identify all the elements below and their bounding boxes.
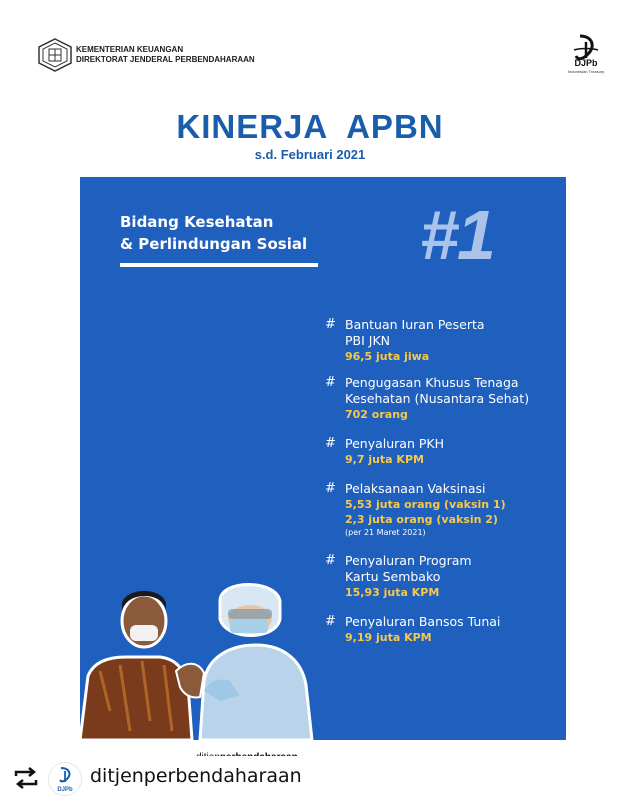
item-value: 9,7 juta KPM xyxy=(345,453,424,466)
list-item xyxy=(325,553,560,600)
item-label: Penyaluran Program xyxy=(345,553,472,568)
item-label: Penyaluran PKH xyxy=(345,436,444,451)
item-value: 96,5 juta jiwa xyxy=(345,350,430,363)
djpb-logo-text: DJPb xyxy=(574,58,598,68)
header xyxy=(0,0,640,100)
item-value: 9,19 juta KPM xyxy=(345,631,432,644)
list-item xyxy=(325,614,560,645)
page-subtitle: s.d. Februari 2021 xyxy=(254,147,366,162)
hash-bullet: # xyxy=(325,553,336,568)
list-item xyxy=(325,317,560,364)
item-note: (per 21 Maret 2021) xyxy=(345,528,426,537)
list-item xyxy=(325,436,560,467)
hash-bullet: # xyxy=(325,436,336,451)
hash-bullet: # xyxy=(325,317,336,332)
performance-list xyxy=(325,317,560,645)
ministry-line-2: DIREKTORAT JENDERAL PERBENDAHARAAN xyxy=(76,55,255,64)
page-title: KINERJA APBN xyxy=(176,108,444,145)
kemenkeu-emblem-icon xyxy=(38,38,72,72)
item-label: Pengugasan Khusus Tenaga xyxy=(345,375,519,390)
ministry-name xyxy=(76,45,255,65)
item-value: 2,3 juta orang (vaksin 2) xyxy=(345,513,498,526)
kinerja-panel xyxy=(80,177,566,740)
hash-bullet: # xyxy=(325,614,336,629)
list-item xyxy=(325,375,560,422)
item-label: PBI JKN xyxy=(345,333,391,348)
section-heading xyxy=(120,211,360,255)
username-link[interactable]: ditjenperbendaharaan xyxy=(90,765,302,787)
avatar[interactable] xyxy=(48,762,82,796)
list-item xyxy=(325,481,560,539)
item-label: Kartu Sembako xyxy=(345,569,441,584)
repost-icon[interactable] xyxy=(12,766,40,790)
hash-bullet: # xyxy=(325,481,336,496)
djpb-avatar-icon xyxy=(49,763,81,795)
item-label: Pelaksanaan Vaksinasi xyxy=(345,481,486,496)
avatar-text: DJPb xyxy=(57,787,73,793)
item-label: Penyaluran Bansos Tunai xyxy=(345,614,501,629)
repost-footer xyxy=(0,756,640,800)
item-label: Kesehatan (Nusantara Sehat) xyxy=(345,391,530,406)
section-heading-line-1: Bidang Kesehatan xyxy=(120,213,274,231)
section-underline xyxy=(120,263,318,267)
vaccination-photo xyxy=(80,561,330,740)
hash-bullet: # xyxy=(325,375,336,390)
item-label: Bantuan Iuran Peserta xyxy=(345,317,485,332)
ministry-line-1: KEMENTERIAN KEUANGAN xyxy=(76,45,184,54)
item-value: 5,53 juta orang (vaksin 1) xyxy=(345,498,506,511)
item-value: 15,93 juta KPM xyxy=(345,586,440,599)
djpb-logo-subtext: Indonesian Treasury xyxy=(567,69,605,74)
item-value: 702 orang xyxy=(345,408,408,421)
section-heading-line-2: & Perlindungan Sosial xyxy=(120,235,308,253)
ranking-number: #1 xyxy=(420,196,494,274)
